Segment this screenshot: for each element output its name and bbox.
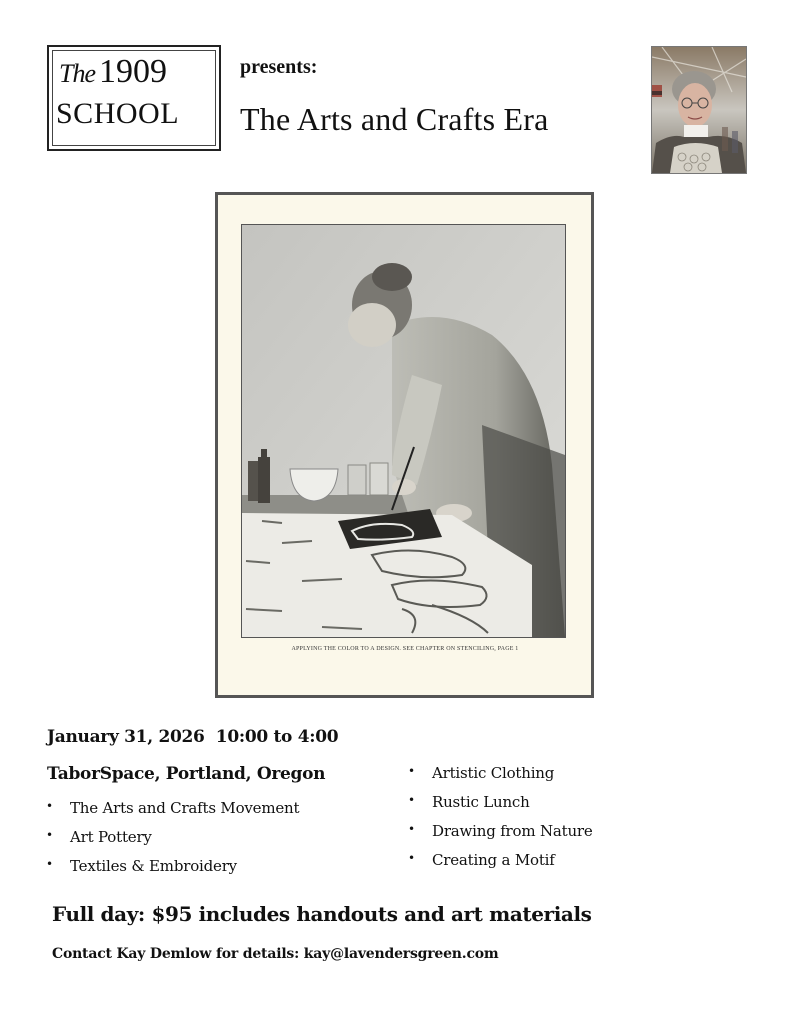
contact-text: Contact Kay Demlow for details: kay@lavendersgreen.com	[52, 946, 499, 962]
topic-label: Rustic Lunch	[432, 793, 530, 811]
logo-school: SCHOOL	[56, 97, 180, 130]
topic-label: Art Pottery	[70, 828, 152, 846]
logo-year: 1909	[99, 53, 167, 90]
bullet-icon: •	[408, 764, 415, 778]
topic-label: The Arts and Crafts Movement	[70, 799, 300, 817]
bullet-icon: •	[46, 828, 53, 842]
pricing-text: Full day: $95 includes handouts and art materials	[52, 902, 592, 926]
instructor-portrait	[651, 46, 747, 174]
bullet-icon: •	[408, 793, 415, 807]
topic-label: Textiles & Embroidery	[70, 857, 237, 875]
bullet-icon: •	[46, 799, 53, 813]
event-location: TaborSpace, Portland, Oregon	[47, 764, 326, 784]
logo-the: The	[59, 59, 95, 88]
topic-label: Artistic Clothing	[432, 764, 555, 782]
school-logo	[47, 45, 221, 151]
bullet-icon: •	[46, 857, 53, 871]
illustration-caption: APPLYING THE COLOR TO A DESIGN. SEE CHAPTER ON STENCILING, PAGE 1	[291, 646, 519, 652]
presents-label: presents:	[240, 56, 318, 78]
vintage-photo-image	[242, 225, 565, 637]
logo-line-1	[59, 53, 167, 91]
event-date-time: January 31, 2026 10:00 to 4:00	[47, 727, 339, 747]
vintage-photo	[241, 224, 566, 638]
topic-label: Drawing from Nature	[432, 822, 593, 840]
bullet-icon: •	[408, 822, 415, 836]
bullet-icon: •	[408, 851, 415, 865]
topic-label: Creating a Motif	[432, 851, 555, 869]
portrait-image	[652, 47, 746, 173]
event-title: The Arts and Crafts Era	[240, 101, 549, 137]
